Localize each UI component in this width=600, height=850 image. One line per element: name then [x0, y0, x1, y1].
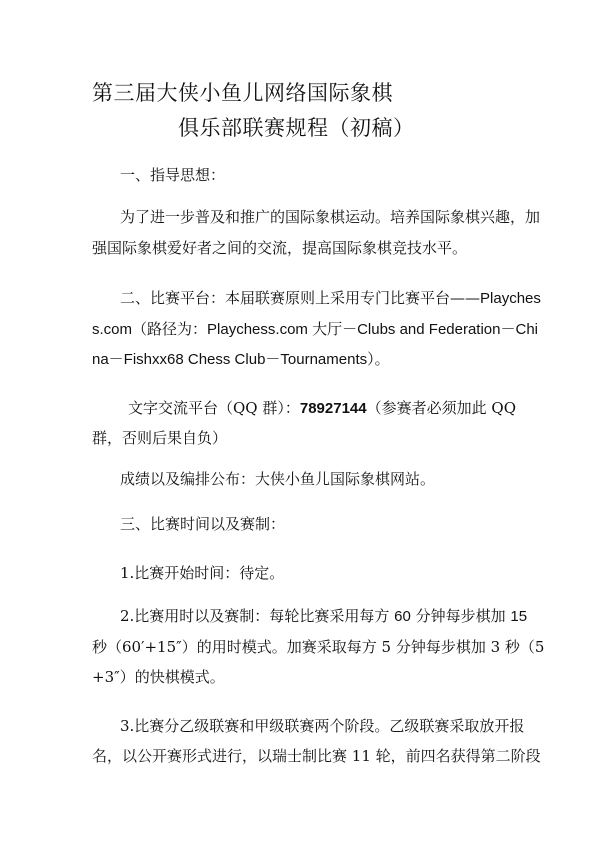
qq-number: 78927144 — [299, 400, 367, 417]
results-line: 成绩以及编排公布：大侠小鱼儿国际象棋网站。 — [120, 470, 436, 488]
qq-label: 文字交流平台（QQ 群）： — [128, 399, 300, 417]
platform-name-part1: Playches — [480, 290, 541, 307]
qq-note: （参赛者必须加此 QQ — [366, 399, 516, 417]
section1-body-line-1: 为了进一步普及和推广的国际象棋运动。培养国际象棋兴趣，加 — [120, 208, 541, 226]
item-2-seconds: 15 — [510, 608, 528, 625]
path-label: （路径为： — [132, 320, 208, 338]
item-2-text-a: 2.比赛用时以及赛制：每轮比赛采用每方 — [120, 607, 390, 625]
section2-line-1 — [120, 288, 541, 309]
path-close: ）。 — [367, 350, 390, 368]
item-2-minutes: 60 — [394, 608, 411, 625]
item-3-line-2: 名，以公开赛形式进行，以瑞士制比赛 11 轮，前四名获得第二阶段 — [92, 747, 541, 765]
item-3-line-1: 3.比赛分乙级联赛和甲级联赛两个阶段。乙级联赛采取放开报 — [120, 717, 525, 735]
path-text-2: na－Fishxx68 Chess Club－Tournaments — [92, 351, 368, 368]
path-text-1: Playchess.com 大厅－Clubs and Federation－Chi — [207, 321, 538, 338]
section2-line-2 — [92, 319, 538, 340]
item-1: 1.比赛开始时间：待定。 — [120, 564, 285, 582]
item-2-line-2: 秒（60′+15″）的用时模式。加赛采取每方 5 分钟每步棋加 3 秒（5 — [92, 638, 545, 656]
qq-line-1 — [128, 398, 516, 419]
platform-name-part2: s.com — [92, 321, 133, 338]
qq-line-2: 群，否则后果自负） — [92, 429, 228, 447]
section3-heading: 三、比赛时间以及赛制： — [120, 515, 286, 533]
title-line-2: 俱乐部联赛规程（初稿） — [178, 116, 415, 140]
item-2-line-1 — [120, 606, 527, 627]
item-2-line-3: +3″）的快棋模式。 — [92, 668, 225, 686]
title-line-1: 第三届大侠小鱼儿网络国际象棋 — [92, 81, 393, 105]
item-2-text-b: 分钟每步棋加 — [415, 607, 506, 625]
section1-body-line-2: 强国际象棋爱好者之间的交流，提高国际象棋竞技水平。 — [92, 239, 468, 257]
section2-heading-text: 二、比赛平台：本届联赛原则上采用专门比赛平台—— — [120, 289, 481, 307]
section2-line-3 — [92, 349, 390, 370]
section1-heading: 一、指导思想： — [120, 166, 226, 184]
